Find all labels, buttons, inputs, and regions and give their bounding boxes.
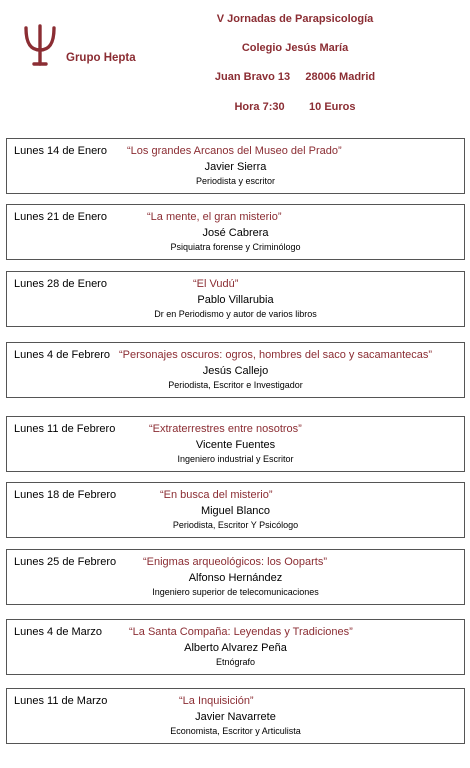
event-title: “La mente, el gran misterio” (147, 211, 282, 223)
event-speaker-role: Economista, Escritor y Articulista (170, 726, 301, 736)
event-title: “La Santa Compaña: Leyendas y Tradiciones” (129, 626, 353, 638)
event-card-mar-11 (6, 688, 465, 744)
event-series-title: V Jornadas de Parapsicología (216, 13, 374, 25)
event-title: “Los grandes Arcanos del Museo del Prado” (127, 145, 342, 157)
event-speaker: Alfonso Hernández (188, 572, 283, 584)
event-title: “Enigmas arqueológicos: los Ooparts” (143, 556, 328, 568)
event-card-feb-4 (6, 342, 465, 398)
venue-address: Juan Bravo 13 28006 Madrid (214, 71, 376, 83)
event-speaker-role: Periodista, Escritor Y Psicólogo (172, 520, 299, 530)
event-title: “En busca del misterio” (160, 489, 273, 501)
event-date: Lunes 18 de Febrero (14, 489, 117, 501)
event-speaker: Pablo Villarubia (197, 294, 274, 306)
event-card-jan-21 (6, 204, 465, 260)
event-speaker: José Cabrera (202, 227, 269, 239)
event-title: “El Vudú” (193, 278, 239, 290)
event-card-mar-4 (6, 619, 465, 675)
event-card-jan-14 (6, 138, 465, 194)
event-date: Lunes 28 de Enero (14, 278, 107, 290)
event-date: Lunes 11 de Febrero (14, 423, 116, 435)
event-card-feb-11 (6, 416, 465, 472)
event-card-feb-18 (6, 482, 465, 538)
event-speaker-role: Periodista y escritor (195, 176, 276, 186)
event-date: Lunes 4 de Febrero (14, 349, 111, 361)
event-speaker-role: Psiquiatra forense y Criminólogo (170, 242, 301, 252)
header (0, 0, 470, 130)
event-date: Lunes 21 de Enero (14, 211, 107, 223)
event-title: “Extraterrestres entre nosotros” (149, 423, 302, 435)
event-date: Lunes 25 de Febrero (14, 556, 117, 568)
event-date: Lunes 14 de Enero (14, 145, 107, 157)
event-speaker-role: Ingeniero industrial y Escritor (177, 454, 294, 464)
event-speaker-role: Periodista, Escritor e Investigador (168, 380, 303, 390)
event-speaker-role: Ingeniero superior de telecomunicaciones (152, 587, 319, 597)
event-card-feb-25 (6, 549, 465, 605)
event-speaker: Javier Sierra (204, 161, 267, 173)
event-speaker: Javier Navarrete (195, 711, 276, 723)
psi-icon (22, 22, 58, 68)
event-speaker: Alberto Alvarez Peña (184, 642, 287, 654)
event-title: “La Inquisición” (179, 695, 254, 707)
event-speaker: Miguel Blanco (200, 505, 271, 517)
event-date: Lunes 11 de Marzo (14, 695, 108, 707)
event-speaker: Jesús Callejo (202, 365, 269, 377)
event-speaker-role: Etnógrafo (215, 657, 256, 667)
time-and-price: Hora 7:30 10 Euros (234, 101, 356, 113)
event-speaker: Vicente Fuentes (195, 439, 276, 451)
event-card-jan-28 (6, 271, 465, 327)
event-speaker-role: Dr en Periodismo y autor de varios libros (154, 309, 317, 319)
group-name: Grupo Hepta (66, 52, 136, 64)
venue-name: Colegio Jesús María (241, 42, 349, 54)
event-title: “Personajes oscuros: ogros, hombres del saco y sacamantecas” (119, 349, 433, 361)
event-date: Lunes 4 de Marzo (14, 626, 103, 638)
